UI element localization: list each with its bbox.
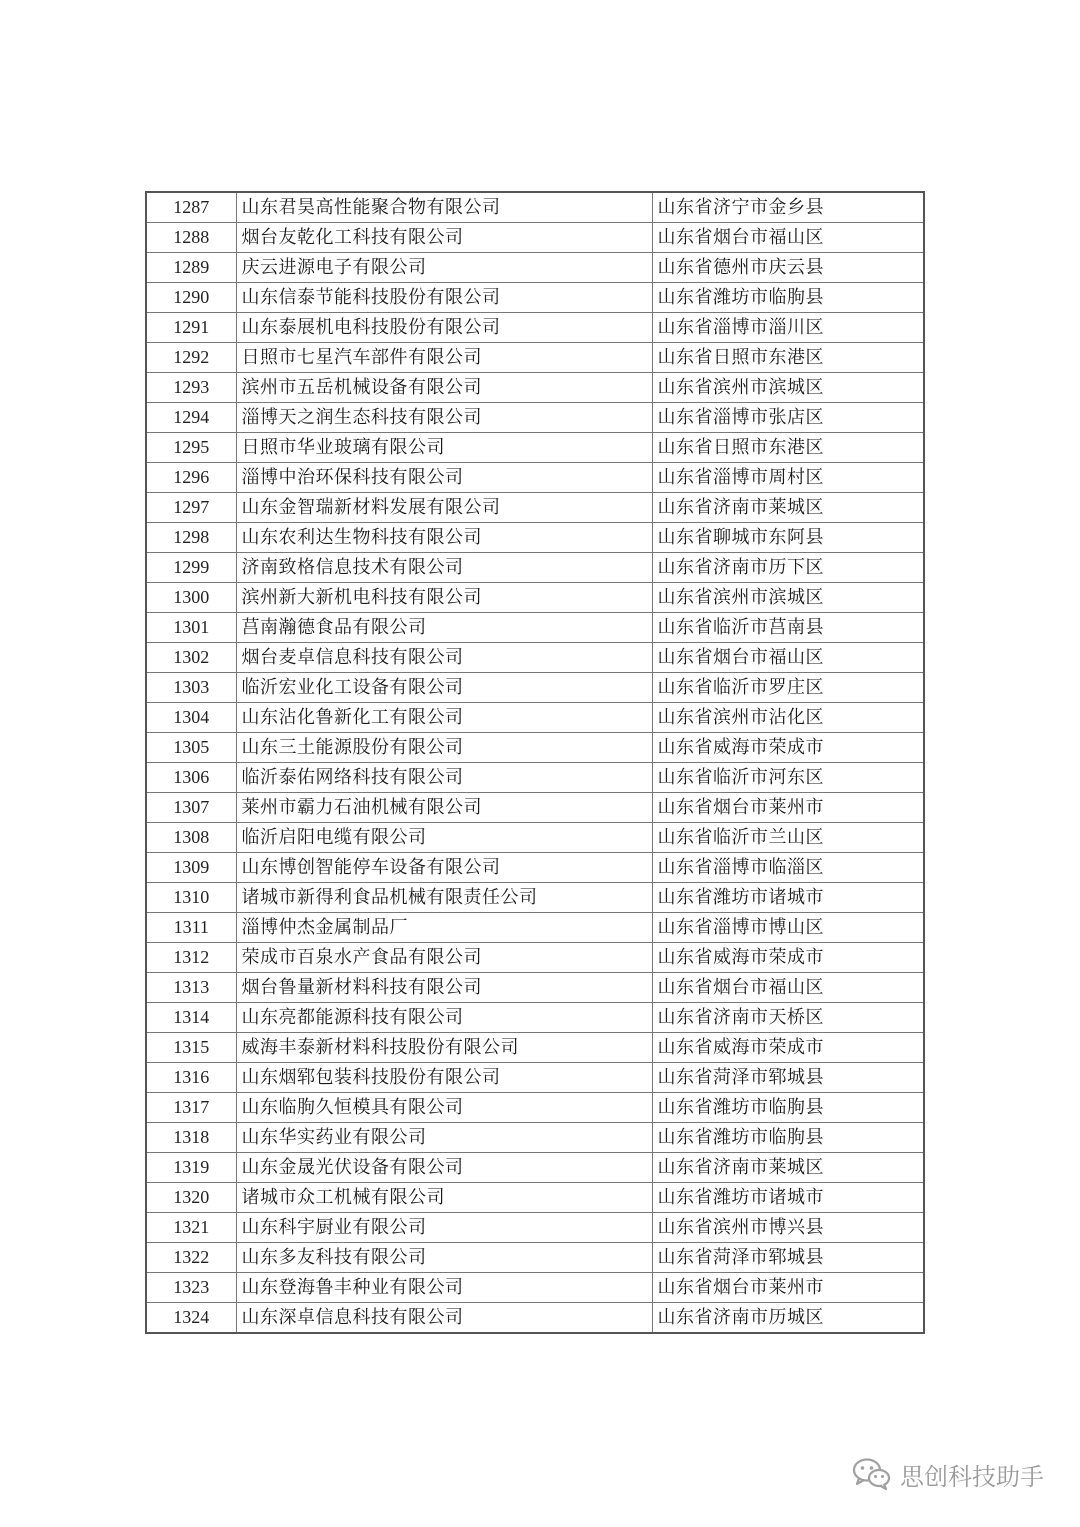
company-name-cell: 济南致格信息技术有限公司 — [236, 553, 652, 583]
row-number-cell: 1313 — [146, 973, 236, 1003]
location-cell: 山东省淄博市周村区 — [652, 463, 924, 493]
wechat-icon — [852, 1457, 892, 1491]
company-name-cell: 山东金智瑞新材料发展有限公司 — [236, 493, 652, 523]
location-cell: 山东省淄博市张店区 — [652, 403, 924, 433]
row-number-cell: 1323 — [146, 1273, 236, 1303]
company-name-cell: 滨州新大新机电科技有限公司 — [236, 583, 652, 613]
table-row — [146, 1033, 924, 1063]
watermark-text: 思创科技助手 — [900, 1462, 1044, 1491]
location-cell: 山东省淄博市淄川区 — [652, 313, 924, 343]
table-row — [146, 703, 924, 733]
location-cell: 山东省威海市荣成市 — [652, 733, 924, 763]
row-number-cell: 1292 — [146, 343, 236, 373]
location-cell: 山东省滨州市滨城区 — [652, 373, 924, 403]
row-number-cell: 1309 — [146, 853, 236, 883]
location-cell: 山东省烟台市福山区 — [652, 973, 924, 1003]
location-cell: 山东省日照市东港区 — [652, 343, 924, 373]
table-row — [146, 313, 924, 343]
row-number-cell: 1289 — [146, 253, 236, 283]
row-number-cell: 1311 — [146, 913, 236, 943]
table-row — [146, 853, 924, 883]
row-number-cell: 1308 — [146, 823, 236, 853]
location-cell: 山东省济宁市金乡县 — [652, 192, 924, 223]
company-name-cell: 山东博创智能停车设备有限公司 — [236, 853, 652, 883]
company-name-cell: 莒南瀚德食品有限公司 — [236, 613, 652, 643]
table-row — [146, 1303, 924, 1334]
table-row — [146, 943, 924, 973]
row-number-cell: 1294 — [146, 403, 236, 433]
row-number-cell: 1288 — [146, 223, 236, 253]
location-cell: 山东省淄博市临淄区 — [652, 853, 924, 883]
company-name-cell: 烟台麦卓信息科技有限公司 — [236, 643, 652, 673]
company-name-cell: 山东登海鲁丰种业有限公司 — [236, 1273, 652, 1303]
location-cell: 山东省济南市莱城区 — [652, 1153, 924, 1183]
row-number-cell: 1320 — [146, 1183, 236, 1213]
row-number-cell: 1312 — [146, 943, 236, 973]
row-number-cell: 1306 — [146, 763, 236, 793]
table-row — [146, 553, 924, 583]
row-number-cell: 1299 — [146, 553, 236, 583]
row-number-cell: 1322 — [146, 1243, 236, 1273]
company-name-cell: 淄博天之润生态科技有限公司 — [236, 403, 652, 433]
row-number-cell: 1293 — [146, 373, 236, 403]
company-name-cell: 淄博中治环保科技有限公司 — [236, 463, 652, 493]
table-row — [146, 523, 924, 553]
company-name-cell: 山东信泰节能科技股份有限公司 — [236, 283, 652, 313]
table-row — [146, 1183, 924, 1213]
company-name-cell: 淄博仲杰金属制品厂 — [236, 913, 652, 943]
row-number-cell: 1301 — [146, 613, 236, 643]
row-number-cell: 1300 — [146, 583, 236, 613]
location-cell: 山东省临沂市河东区 — [652, 763, 924, 793]
table-row — [146, 583, 924, 613]
table-row — [146, 883, 924, 913]
row-number-cell: 1314 — [146, 1003, 236, 1033]
company-name-cell: 烟台友乾化工科技有限公司 — [236, 223, 652, 253]
company-name-cell: 临沂泰佑网络科技有限公司 — [236, 763, 652, 793]
table-row — [146, 1063, 924, 1093]
row-number-cell: 1298 — [146, 523, 236, 553]
row-number-cell: 1304 — [146, 703, 236, 733]
company-name-cell: 山东亮都能源科技有限公司 — [236, 1003, 652, 1033]
watermark — [852, 1454, 1044, 1494]
table-row — [146, 433, 924, 463]
company-name-cell: 诸城市新得利食品机械有限责任公司 — [236, 883, 652, 913]
row-number-cell: 1310 — [146, 883, 236, 913]
location-cell: 山东省潍坊市临朐县 — [652, 283, 924, 313]
location-cell: 山东省菏泽市郓城县 — [652, 1063, 924, 1093]
company-name-cell: 山东金晟光伏设备有限公司 — [236, 1153, 652, 1183]
table-row — [146, 763, 924, 793]
company-name-cell: 山东科宇厨业有限公司 — [236, 1213, 652, 1243]
table-row — [146, 823, 924, 853]
location-cell: 山东省淄博市博山区 — [652, 913, 924, 943]
company-name-cell: 山东临朐久恒模具有限公司 — [236, 1093, 652, 1123]
location-cell: 山东省潍坊市诸城市 — [652, 883, 924, 913]
company-name-cell: 诸城市众工机械有限公司 — [236, 1183, 652, 1213]
location-cell: 山东省滨州市滨城区 — [652, 583, 924, 613]
location-cell: 山东省聊城市东阿县 — [652, 523, 924, 553]
table-row — [146, 1273, 924, 1303]
location-cell: 山东省滨州市沾化区 — [652, 703, 924, 733]
location-cell: 山东省济南市莱城区 — [652, 493, 924, 523]
location-cell: 山东省潍坊市临朐县 — [652, 1093, 924, 1123]
company-name-cell: 山东君昊高性能聚合物有限公司 — [236, 192, 652, 223]
row-number-cell: 1297 — [146, 493, 236, 523]
location-cell: 山东省济南市历城区 — [652, 1303, 924, 1334]
location-cell: 山东省济南市天桥区 — [652, 1003, 924, 1033]
row-number-cell: 1303 — [146, 673, 236, 703]
location-cell: 山东省菏泽市郓城县 — [652, 1243, 924, 1273]
company-name-cell: 庆云进源电子有限公司 — [236, 253, 652, 283]
location-cell: 山东省烟台市福山区 — [652, 223, 924, 253]
location-cell: 山东省潍坊市诸城市 — [652, 1183, 924, 1213]
location-cell: 山东省临沂市罗庄区 — [652, 673, 924, 703]
table-row — [146, 793, 924, 823]
table-row — [146, 192, 924, 223]
table-row — [146, 1243, 924, 1273]
company-name-cell: 日照市华业玻璃有限公司 — [236, 433, 652, 463]
row-number-cell: 1321 — [146, 1213, 236, 1243]
row-number-cell: 1287 — [146, 192, 236, 223]
table-row — [146, 913, 924, 943]
company-table-body — [146, 192, 924, 1333]
row-number-cell: 1290 — [146, 283, 236, 313]
location-cell: 山东省烟台市福山区 — [652, 643, 924, 673]
location-cell: 山东省临沂市兰山区 — [652, 823, 924, 853]
company-table — [145, 191, 925, 1334]
row-number-cell: 1307 — [146, 793, 236, 823]
company-name-cell: 荣成市百泉水产食品有限公司 — [236, 943, 652, 973]
table-row — [146, 223, 924, 253]
company-name-cell: 日照市七星汽车部件有限公司 — [236, 343, 652, 373]
table-row — [146, 283, 924, 313]
location-cell: 山东省德州市庆云县 — [652, 253, 924, 283]
company-name-cell: 山东三土能源股份有限公司 — [236, 733, 652, 763]
row-number-cell: 1316 — [146, 1063, 236, 1093]
location-cell: 山东省烟台市莱州市 — [652, 793, 924, 823]
company-name-cell: 莱州市霸力石油机械有限公司 — [236, 793, 652, 823]
table-row — [146, 343, 924, 373]
company-name-cell: 威海丰泰新材料科技股份有限公司 — [236, 1033, 652, 1063]
table-row — [146, 1213, 924, 1243]
table-row — [146, 1123, 924, 1153]
company-name-cell: 山东深卓信息科技有限公司 — [236, 1303, 652, 1334]
location-cell: 山东省济南市历下区 — [652, 553, 924, 583]
location-cell: 山东省烟台市莱州市 — [652, 1273, 924, 1303]
location-cell: 山东省威海市荣成市 — [652, 1033, 924, 1063]
table-row — [146, 1153, 924, 1183]
company-name-cell: 山东泰展机电科技股份有限公司 — [236, 313, 652, 343]
table-row — [146, 1093, 924, 1123]
table-row — [146, 253, 924, 283]
location-cell: 山东省日照市东港区 — [652, 433, 924, 463]
row-number-cell: 1302 — [146, 643, 236, 673]
table-row — [146, 493, 924, 523]
company-name-cell: 临沂宏业化工设备有限公司 — [236, 673, 652, 703]
row-number-cell: 1296 — [146, 463, 236, 493]
company-name-cell: 山东沾化鲁新化工有限公司 — [236, 703, 652, 733]
location-cell: 山东省潍坊市临朐县 — [652, 1123, 924, 1153]
table-row — [146, 403, 924, 433]
row-number-cell: 1317 — [146, 1093, 236, 1123]
company-name-cell: 烟台鲁量新材料科技有限公司 — [236, 973, 652, 1003]
company-name-cell: 临沂启阳电缆有限公司 — [236, 823, 652, 853]
table-row — [146, 973, 924, 1003]
row-number-cell: 1291 — [146, 313, 236, 343]
row-number-cell: 1305 — [146, 733, 236, 763]
location-cell: 山东省威海市荣成市 — [652, 943, 924, 973]
row-number-cell: 1319 — [146, 1153, 236, 1183]
row-number-cell: 1324 — [146, 1303, 236, 1334]
table-row — [146, 613, 924, 643]
company-name-cell: 山东多友科技有限公司 — [236, 1243, 652, 1273]
row-number-cell: 1295 — [146, 433, 236, 463]
company-name-cell: 滨州市五岳机械设备有限公司 — [236, 373, 652, 403]
location-cell: 山东省临沂市莒南县 — [652, 613, 924, 643]
table-row — [146, 643, 924, 673]
table-row — [146, 733, 924, 763]
location-cell: 山东省滨州市博兴县 — [652, 1213, 924, 1243]
row-number-cell: 1315 — [146, 1033, 236, 1063]
table-row — [146, 673, 924, 703]
table-row — [146, 463, 924, 493]
table-row — [146, 373, 924, 403]
table-row — [146, 1003, 924, 1033]
company-name-cell: 山东烟郓包装科技股份有限公司 — [236, 1063, 652, 1093]
company-name-cell: 山东农利达生物科技有限公司 — [236, 523, 652, 553]
company-name-cell: 山东华实药业有限公司 — [236, 1123, 652, 1153]
row-number-cell: 1318 — [146, 1123, 236, 1153]
